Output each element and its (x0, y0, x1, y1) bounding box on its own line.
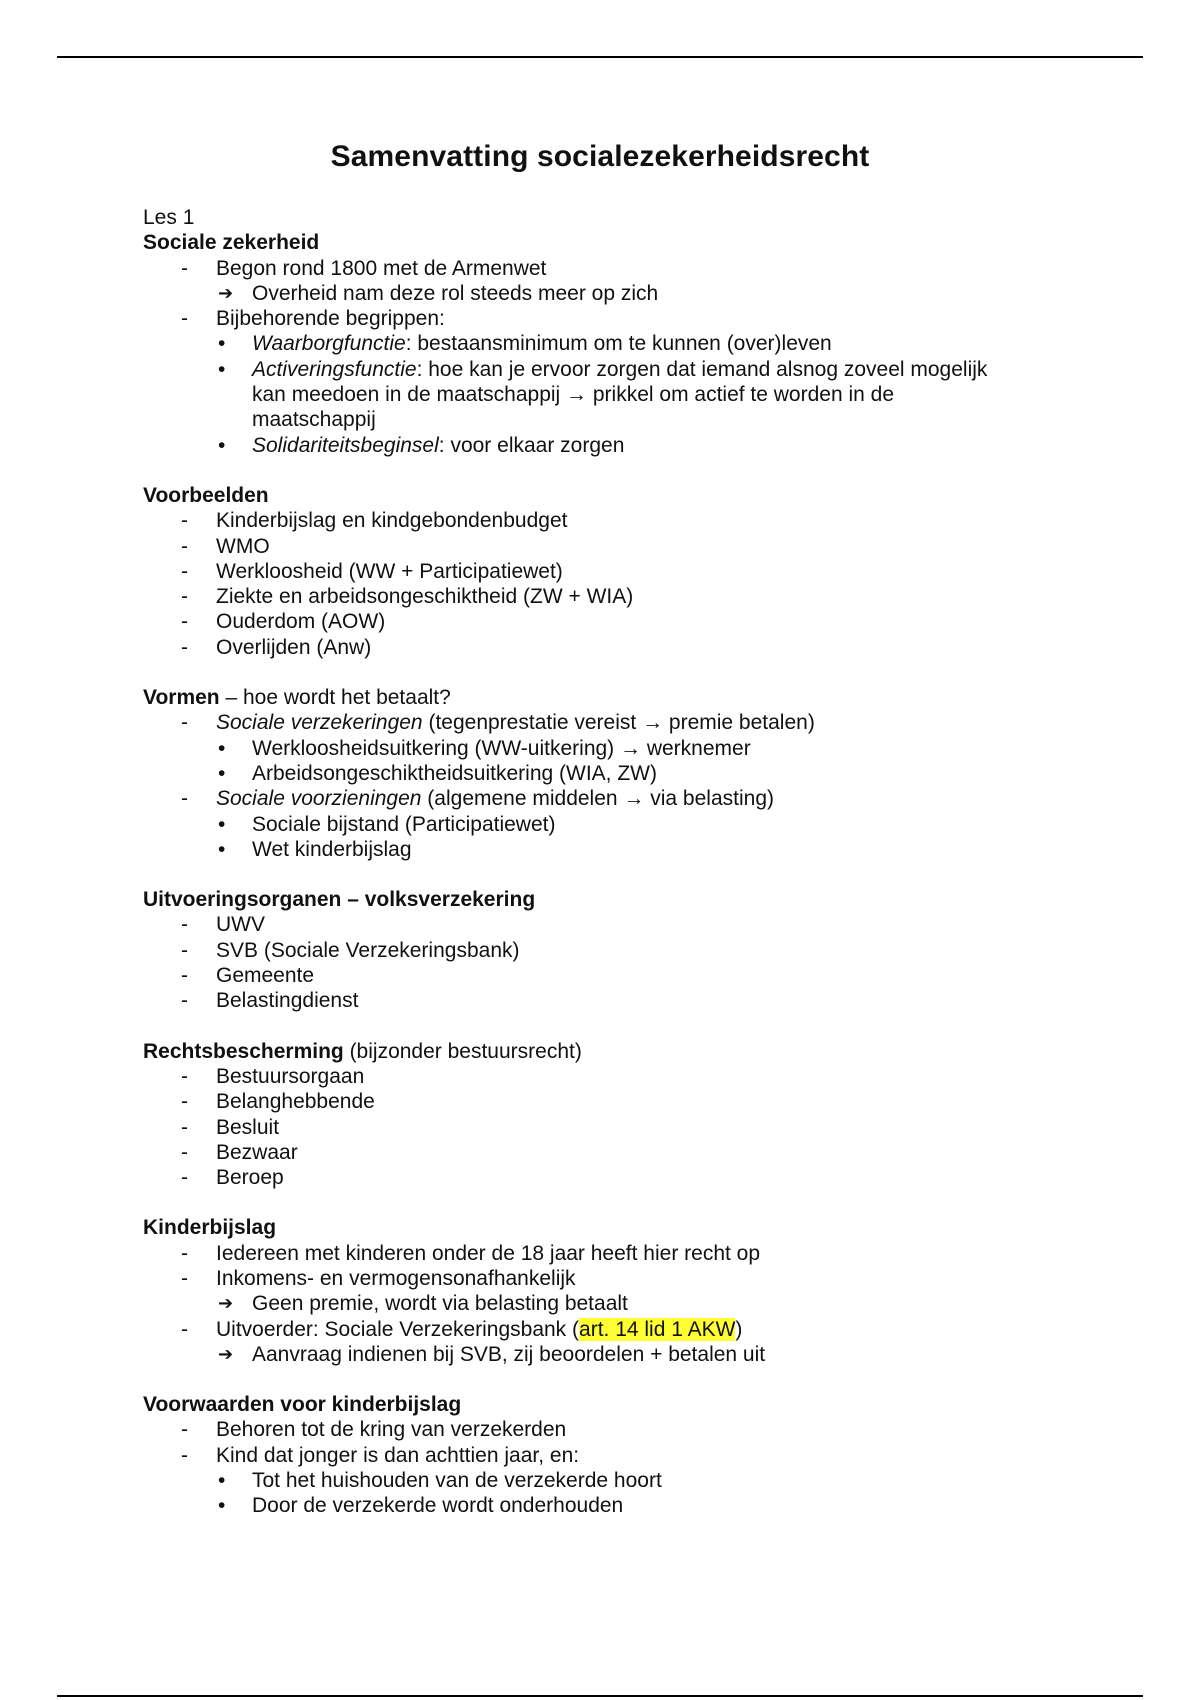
section-kinderbijslag (143, 1215, 1143, 1367)
dash-marker: - (181, 989, 188, 1013)
arrow-icon: ➔ (218, 1343, 234, 1364)
dash-marker: - (181, 1317, 188, 1341)
bullet-icon: • (218, 1469, 226, 1493)
dash-marker: - (181, 913, 188, 937)
dash-marker: - (181, 1266, 188, 1290)
dash-marker: - (181, 307, 188, 331)
section-heading: Kinderbijslag (143, 1216, 277, 1240)
list-item: - Behoren tot de kring van verzekerden (181, 1418, 567, 1442)
highlighted-reference: art. 14 lid 1 AKW (579, 1317, 736, 1341)
list-item: - Iedereen met kinderen onder de 18 jaar heeft hier recht op (181, 1241, 761, 1265)
list-item: • Waarborgfunctie: bestaansminimum om te kunnen (over)leven (218, 332, 832, 356)
list-item: - Belastingdienst (181, 989, 359, 1013)
list-item: • Solidariteitsbeginsel: voor elkaar zorgen (218, 433, 625, 457)
dash-marker: - (181, 585, 188, 609)
list-item: - Begon rond 1800 met de Armenwet (181, 256, 547, 280)
section-heading: Uitvoeringsorganen – volksverzekering (143, 888, 536, 912)
list-item: - Sociale voorzieningen (algemene middelen → via belasting) (181, 787, 774, 811)
dash-marker: - (181, 610, 188, 634)
dash-marker: - (181, 1115, 188, 1139)
list-item: - Bezwaar (181, 1140, 298, 1164)
list-item-continuation: maatschappij (252, 408, 376, 432)
list-item: • Werkloosheidsuitkering (WW-uitkering) → werknemer (218, 736, 751, 760)
section-voorwaarden (143, 1392, 1143, 1518)
list-item: - Belanghebbende (181, 1090, 375, 1114)
list-item: - Overlijden (Anw) (181, 635, 372, 659)
dash-marker: - (181, 787, 188, 811)
list-item: - Kinderbijslag en kindgebondenbudget (181, 509, 568, 533)
list-item: ➔ Aanvraag indienen bij SVB, zij beoordelen + betalen uit (218, 1342, 766, 1366)
list-item: - WMO (181, 534, 270, 558)
bullet-icon: • (218, 736, 226, 760)
list-item: ➔ Overheid nam deze rol steeds meer op zich (218, 281, 659, 305)
list-item: • Tot het huishouden van de verzekerde hoort (218, 1469, 662, 1493)
section-heading: Voorwaarden voor kinderbijslag (143, 1393, 462, 1417)
list-item: • Activeringsfunctie: hoe kan je ervoor zorgen dat iemand alsnog zoveel mogelijk (218, 357, 988, 381)
bullet-icon: • (218, 761, 226, 785)
section-uitvoeringsorganen (143, 887, 1143, 1013)
bullet-icon: • (218, 812, 226, 836)
list-item: ➔ Geen premie, wordt via belasting betaalt (218, 1292, 628, 1316)
lesson-label: Les 1 (143, 206, 195, 229)
list-item: - Sociale verzekeringen (tegenprestatie vereist → premie betalen) (181, 711, 815, 735)
list-item: - Ouderdom (AOW) (181, 610, 386, 634)
dash-marker: - (181, 964, 188, 988)
list-item: - Gemeente (181, 964, 315, 988)
list-item: - UWV (181, 913, 265, 937)
arrow-icon: ➔ (218, 1293, 234, 1314)
section-heading: Voorbeelden (143, 483, 269, 507)
dash-marker: - (181, 1090, 188, 1114)
list-item: - Kind dat jonger is dan achttien jaar, en: (181, 1443, 580, 1467)
dash-marker: - (181, 1418, 188, 1442)
section-rechtsbescherming (143, 1039, 1143, 1191)
bullet-icon: • (218, 357, 226, 381)
list-item: - Besluit (181, 1115, 280, 1139)
bullet-icon: • (218, 837, 226, 861)
list-item: - Bestuursorgaan (181, 1064, 365, 1088)
dash-marker: - (181, 534, 188, 558)
bullet-icon: • (218, 433, 226, 457)
list-item: • Door de verzekerde wordt onderhouden (218, 1494, 624, 1518)
dash-marker: - (181, 1140, 188, 1164)
section-heading: Vormen – hoe wordt het betaalt? (143, 686, 451, 710)
list-item: - Beroep (181, 1166, 284, 1190)
bullet-icon: • (218, 1494, 226, 1518)
section-heading: Rechtsbescherming (bijzonder bestuursrecht) (143, 1039, 582, 1063)
dash-marker: - (181, 509, 188, 533)
list-item: • Wet kinderbijslag (218, 837, 412, 861)
list-item: - Bijbehorende begrippen: (181, 307, 445, 331)
list-item: - Inkomens- en vermogensonafhankelijk (181, 1266, 576, 1290)
dash-marker: - (181, 635, 188, 659)
arrow-icon: ➔ (218, 282, 234, 303)
list-item: - Uitvoerder: Sociale Verzekeringsbank (art. 14 lid 1 AKW) (181, 1317, 743, 1341)
dash-marker: - (181, 256, 188, 280)
bullet-icon: • (218, 332, 226, 356)
list-item: - Werkloosheid (WW + Participatiewet) (181, 559, 563, 583)
dash-marker: - (181, 1064, 188, 1088)
section-heading: Sociale zekerheid (143, 231, 320, 255)
page-title: Samenvatting socialezekerheidsrecht (330, 140, 870, 173)
dash-marker: - (181, 1166, 188, 1190)
dash-marker: - (181, 1241, 188, 1265)
section-vormen (143, 685, 1143, 862)
dash-marker: - (181, 711, 188, 735)
list-item: - Ziekte en arbeidsongeschiktheid (ZW + WIA) (181, 585, 634, 609)
dash-marker: - (181, 559, 188, 583)
list-item-continuation: kan meedoen in de maatschappij → prikkel om actief te worden in de (252, 383, 895, 407)
list-item: - SVB (Sociale Verzekeringsbank) (181, 938, 520, 962)
dash-marker: - (181, 938, 188, 962)
section-voorbeelden (143, 483, 1143, 660)
footer-rule (57, 1695, 1143, 1697)
dash-marker: - (181, 1443, 188, 1467)
document-body (143, 205, 1143, 1519)
section-sociale-zekerheid (143, 230, 1143, 458)
list-item: • Sociale bijstand (Participatiewet) (218, 812, 556, 836)
list-item: • Arbeidsongeschiktheidsuitkering (WIA, ZW) (218, 761, 657, 785)
header-rule (57, 56, 1143, 58)
